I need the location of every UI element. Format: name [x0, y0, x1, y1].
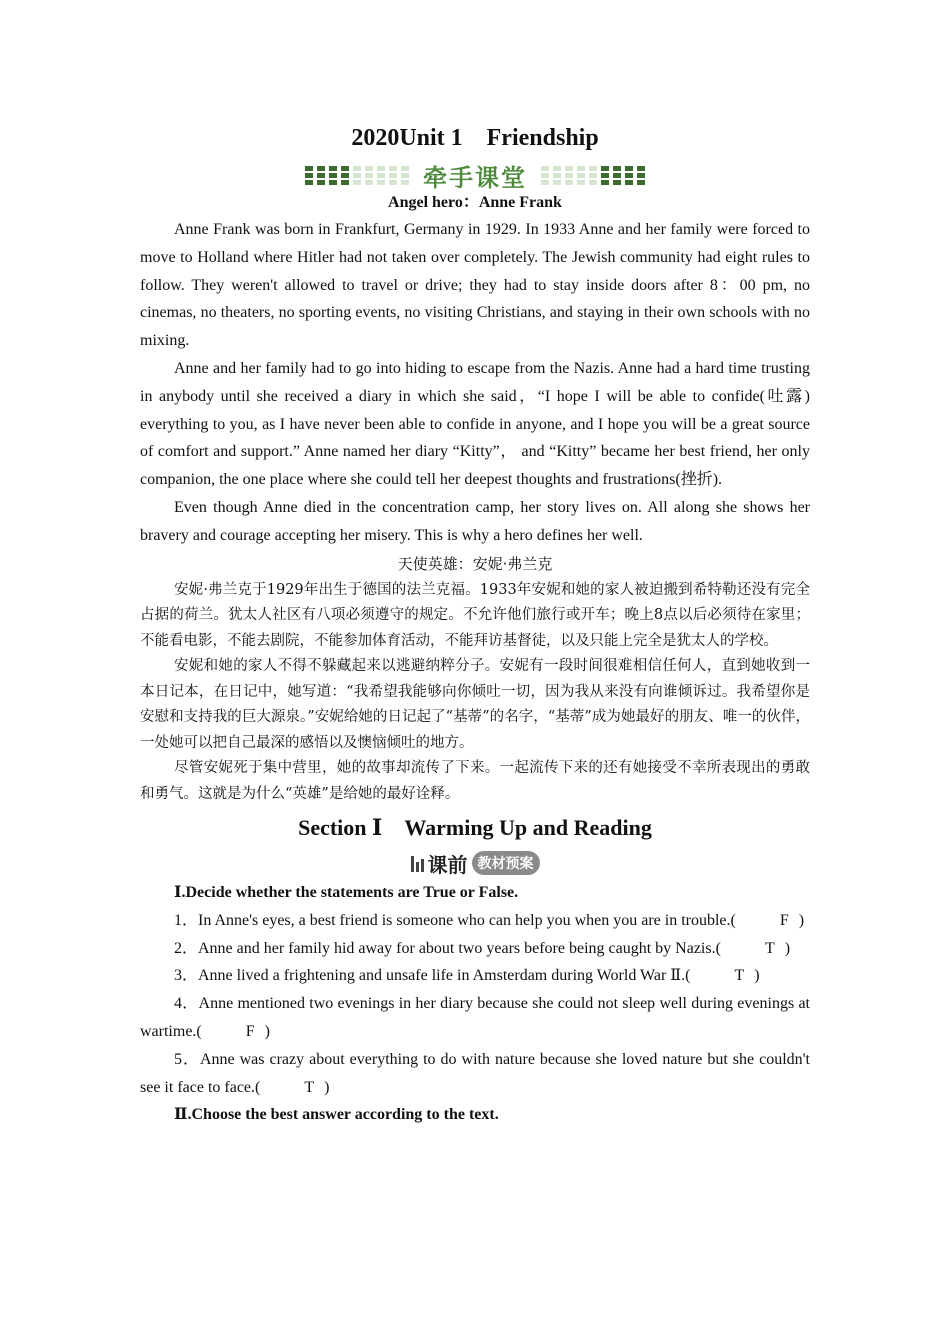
english-paragraph: Anne and her family had to go into hiding to escape from the Nazis. Anne had a hard time trusting in anybody until she received a diary in which she said，“I hope I will be able to confide(吐露) everything to you, as I have never been able to confide in anyone, and I hope you will be a great source of comfort and support.” Anne named her diary “Kitty”， and “Kitty” became her best friend, her only companion, the one place where she could tell her deepest thoughts and frustrations(挫折). — [140, 359, 810, 489]
answer: T — [734, 967, 745, 985]
banner-dot — [577, 173, 585, 178]
banner-dot — [365, 173, 373, 178]
banner-dot — [613, 173, 621, 178]
banner-dot — [577, 166, 585, 171]
part2-heading: Ⅱ.Choose the best answer according to the text. — [174, 1106, 499, 1124]
answer: F — [245, 1023, 255, 1041]
banner-dot — [565, 166, 573, 171]
banner-dot — [353, 180, 361, 185]
answer: F — [779, 911, 789, 929]
banner-text: 牵手课堂 — [423, 163, 527, 192]
banner-dot — [541, 166, 549, 171]
pre-class-label: 课前 — [427, 852, 468, 877]
question-item: 3．Anne lived a frightening and unsafe life in Amsterdam during World War Ⅱ.( T ) — [140, 962, 810, 990]
question-item: 4．Anne mentioned two evenings in her diary because she could not sleep well during evenings at wartime.( F ) — [140, 990, 810, 1046]
banner-dot — [401, 173, 409, 178]
answer: T — [304, 1078, 315, 1096]
passage-subtitle: Angel hero：Anne Frank — [388, 194, 562, 211]
chinese-paragraph: 尽管安妮死于集中营里，她的故事却流传了下来。一起流传下来的还有她接受不幸所表现出的勇敢和勇气。这就是为什么“英雄”是给她的最好诠释。 — [140, 760, 810, 802]
banner-dot — [389, 180, 397, 185]
banner-dot — [625, 180, 633, 185]
banner-dot — [353, 166, 361, 171]
banner-dot — [317, 180, 325, 185]
banner — [140, 160, 810, 190]
banner-dot — [601, 166, 609, 171]
pre-class-badge: 教材预案 — [472, 851, 540, 875]
banner-dot — [329, 166, 337, 171]
banner-dot — [565, 173, 573, 178]
answer: T — [764, 939, 775, 957]
banner-dot — [541, 180, 549, 185]
banner-dot — [565, 180, 573, 185]
page-title: 2020Unit 1 Friendship — [351, 125, 599, 151]
banner-dot — [341, 173, 349, 178]
banner-dot — [637, 173, 645, 178]
question-item: 1．In Anne's eyes, a best friend is someone who can help you when you are in trouble.( F ) — [140, 907, 810, 935]
chinese-paragraph: 安妮·弗兰克于1929年出生于德国的法兰克福。1933年安妮和她的家人被迫搬到希特勒还没有完全占据的荷兰。犹太人社区有八项必须遵守的规定。不允许他们旅行或开车；晚上8点以后必须待在家里；不能看电影，不能去剧院，不能参加体育活动，不能拜访基督徒，以及只能上完全是犹太人的学校。 — [140, 581, 810, 649]
pre-class-header — [140, 847, 810, 879]
chinese-title: 天使英雄：安妮·弗兰克 — [397, 554, 553, 573]
banner-dot — [613, 180, 621, 185]
banner-dot — [637, 166, 645, 171]
question-item: 2．Anne and her family hid away for about two years before being caught by Nazis.( T ) — [140, 935, 810, 963]
banner-dot — [365, 166, 373, 171]
banner-dot — [341, 180, 349, 185]
banner-dots-left — [305, 166, 409, 185]
banner-dot — [589, 173, 597, 178]
banner-dot — [305, 173, 313, 178]
banner-dot — [625, 173, 633, 178]
english-paragraph: Anne Frank was born in Frankfurt, Germany in 1929. In 1933 Anne and her family were forced to move to Holland where Hitler had not taken over completely. The Jewish community had eight rules to follow. They weren't allowed to travel or drive; they had to stay inside doors after 8：00 pm, no cinemas, no theaters, no sporting events, no visiting Christians, and staying in their own schools with no mixing. — [140, 221, 810, 350]
banner-dot — [541, 173, 549, 178]
banner-dot — [317, 173, 325, 178]
banner-dot — [377, 173, 385, 178]
banner-dot — [553, 173, 561, 178]
banner-dot — [353, 173, 361, 178]
banner-dot — [589, 166, 597, 171]
banner-dot — [601, 180, 609, 185]
banner-dot — [613, 166, 621, 171]
part1-heading: Ⅰ.Decide whether the statements are True or False. — [174, 884, 519, 902]
banner-dot — [637, 180, 645, 185]
banner-dot — [553, 166, 561, 171]
banner-dot — [305, 180, 313, 185]
banner-dot — [589, 180, 597, 185]
banner-dot — [377, 166, 385, 171]
bar-chart-icon — [411, 854, 424, 872]
banner-dot — [625, 166, 633, 171]
banner-dot — [317, 166, 325, 171]
banner-dot — [305, 166, 313, 171]
banner-dot — [553, 180, 561, 185]
banner-dot — [341, 166, 349, 171]
banner-dot — [329, 173, 337, 178]
banner-dot — [401, 180, 409, 185]
banner-dots-right — [541, 166, 645, 185]
banner-dot — [377, 180, 385, 185]
document-page — [140, 118, 810, 1129]
banner-dot — [365, 180, 373, 185]
chinese-paragraph: 安妮和她的家人不得不躲藏起来以逃避纳粹分子。安妮有一段时间很难相信任何人，直到她收到一本日记本，在日记中，她写道：“我希望我能够向你倾吐一切，因为我从来没有向谁倾诉过。我希望你是安慰和支持我的巨大源泉。”安妮给她的日记起了“基蒂”的名字，“基蒂”成为她最好的朋友、唯一的伙伴，一处她可以把自己最深的感悟以及懊恼倾吐的地方。 — [140, 658, 810, 751]
english-paragraph: Even though Anne died in the concentration camp, her story lives on. All along she shows her bravery and courage accepting her misery. This is why a hero defines her well. — [140, 498, 810, 544]
banner-dot — [389, 166, 397, 171]
banner-dot — [577, 180, 585, 185]
question-item: 5．Anne was crazy about everything to do with nature because she loved nature but she couldn't see it face to face.( T ) — [140, 1046, 810, 1102]
banner-dot — [601, 173, 609, 178]
banner-dot — [389, 173, 397, 178]
banner-dot — [329, 180, 337, 185]
banner-dot — [401, 166, 409, 171]
section-title: Section Ⅰ Warming Up and Reading — [298, 815, 652, 841]
